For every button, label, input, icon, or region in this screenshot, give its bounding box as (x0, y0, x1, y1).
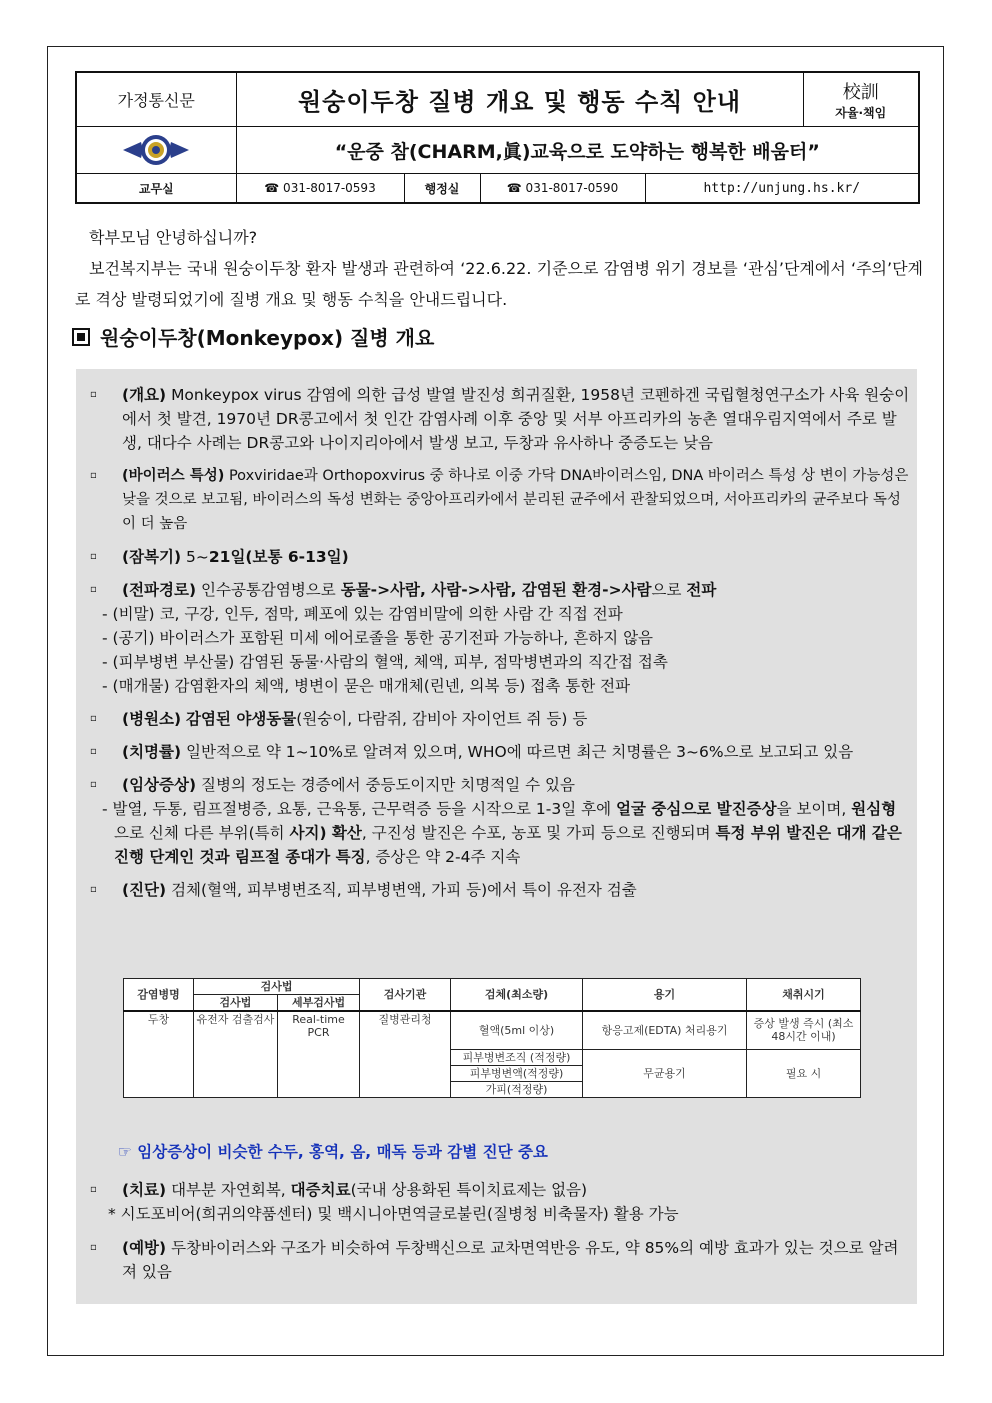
cell-container: 무균용기 (583, 1049, 747, 1097)
bullet-icon: ▫ (90, 551, 97, 562)
section-title-text: 원숭이두창(Monkeypox) 질병 개요 (100, 326, 435, 350)
differential-diagnosis-tip: ☞ 임상증상이 비슷한 수두, 홍역, 옴, 매독 등과 감별 진단 중요 (118, 1143, 548, 1161)
cell-specimen: 피부병변조직 (적정량) (451, 1049, 583, 1065)
item-text: Monkeypox virus 감염에 의한 급성 발열 발진성 희귀질환, 1958년 코펜하겐 국립혈청연구소가 사육 원숭이에서 첫 발견, 1970년 DR콩고에서 첫 인간 감염사례 이후 중앙 및 서부 아프리카의 농촌 열대우림지역에서 주로 발생, 대다수 사례는 DR콩고와 나이지리아에서 발생 보고, 두창과 유사하나 중증도는 낮음 (122, 386, 910, 452)
item-label: (전파경로) (122, 581, 197, 599)
cell-timing: 증상 발생 즉시 (최소 48시간 이내) (747, 1011, 861, 1049)
item-text-bold: 전파 (686, 581, 717, 599)
item-text: 인수공통감염병으로 (201, 581, 336, 599)
item-text: 일반적으로 약 1~10%로 알려져 있으며, WHO에 따르면 최근 치명률은 3~6%으로 보고되고 있음 (186, 743, 854, 761)
cell-agency: 질병관리청 (360, 1011, 451, 1097)
sub-text-bold: 얼굴 중심으로 발진증상 (616, 800, 777, 818)
bullet-icon: ▫ (90, 1242, 97, 1253)
office1-phone: ☎ 031-8017-0593 (236, 174, 404, 204)
th-detail: 세부검사법 (278, 995, 360, 1012)
section-title (72, 322, 434, 351)
cell-specimen: 가피(적정량) (451, 1081, 583, 1097)
sub-item: - (공기) 바이러스가 포함된 미세 에어로졸을 통한 공기전파 가능하나, 흔하지 않음 (102, 629, 654, 647)
item-text-bold: 동물->사람, 사람->사람, 감염된 환경->사람 (340, 581, 652, 599)
sub-item: - (매개물) 감염환자의 체액, 병변이 묻은 매개체(린넨, 의복 등) 접촉 통한 전파 (102, 677, 631, 695)
item-symptoms (88, 773, 910, 869)
th-agency: 검사기관 (360, 979, 451, 1012)
motto-heading: 校訓 (842, 82, 879, 103)
sub-text-bold: 특정 부위 발진은 대개 같은 진행 단계인 것과 림프절 종대가 특징 (114, 824, 902, 866)
bullet-icon: ▫ (90, 884, 97, 895)
bullet-icon: ▫ (90, 746, 97, 757)
item-label: (병원소) (122, 710, 182, 728)
school-url[interactable]: http://unjung.hs.kr/ (645, 174, 919, 204)
cell-disease: 두창 (124, 1011, 194, 1097)
page-title: 원숭이두창 질병 개요 및 행동 수칙 안내 (236, 72, 803, 127)
sub-item (88, 797, 910, 869)
item-text: 으로 (651, 581, 682, 599)
item-virus (88, 464, 910, 536)
cell-specimen: 혈액(5ml 이상) (451, 1011, 583, 1049)
bullet-icon: ▫ (90, 470, 97, 481)
th-container: 용기 (583, 979, 747, 1012)
bullet-icon: ▫ (90, 389, 97, 400)
intro-paragraph: 보건복지부는 국내 원숭이두창 환자 발생과 관련하여 ‘22.6.22. 기준으로 감염병 위기 경보를 ‘관심’단계에서 ‘주의’단계로 격상 발령되었기에 질병 개요 및 행동 수칙을 안내드립니다. (75, 259, 923, 309)
sub-text: , 구진성 발진은 수포, 농포 및 가피 등으로 진행되며 (361, 824, 711, 842)
item-label: (개요) (122, 386, 167, 404)
sub-text-bold: 원심형 (851, 800, 897, 818)
doc-type: 가정통신문 (76, 72, 236, 127)
motto-sub: 자율·책임 (835, 106, 887, 120)
th-method: 검사법 (194, 995, 278, 1012)
item-reservoir (88, 707, 910, 731)
square-bullet-icon (72, 328, 90, 346)
overview-list (88, 383, 910, 911)
sub-text: , 증상은 약 2-4주 지속 (365, 848, 521, 866)
item-text-bold: 감염된 야생동물 (186, 710, 297, 728)
bullet-icon: ▫ (90, 584, 97, 595)
bullet-icon: ▫ (90, 713, 97, 724)
intro (75, 222, 923, 315)
bullet-icon: ▫ (90, 779, 97, 790)
th-specimen: 검체(최소량) (451, 979, 583, 1012)
cell-container: 항응고제(EDTA) 처리용기 (583, 1011, 747, 1049)
item-text: 검체(혈액, 피부병변조직, 피부병변액, 가피 등)에서 특이 유전자 검출 (171, 881, 637, 899)
item-label: (잠복기) (122, 548, 182, 566)
item-text: 두창바이러스와 구조가 비슷하여 두창백신으로 교차면역반응 유도, 약 85%의 예방 효과가 있는 것으로 알려져 있음 (122, 1239, 899, 1281)
item-label: (치료) (122, 1181, 167, 1199)
school-motto (803, 72, 919, 127)
item-diagnosis (88, 878, 910, 902)
office2-label: 행정실 (404, 174, 480, 204)
item-fatality (88, 740, 910, 764)
item-text: (원숭이, 다람쥐, 감비아 자이언트 쥐 등) 등 (296, 710, 588, 728)
item-label: (진단) (122, 881, 167, 899)
cell-method: 유전자 검출검사 (194, 1011, 278, 1097)
th-timing: 채취시기 (747, 979, 861, 1012)
letterhead (75, 71, 920, 204)
cell-specimen: 피부병변액(적정량) (451, 1065, 583, 1081)
item-transmission (88, 578, 910, 698)
th-method-group: 검사법 (194, 979, 360, 995)
item-text: (국내 상용화된 특이치료제는 없음) (350, 1181, 588, 1199)
item-label: (치명률) (122, 743, 182, 761)
item-text-bold: 21일(보통 6-13일) (208, 548, 349, 566)
item-text: 대부분 자연회복, (171, 1181, 286, 1199)
bullet-icon: ▫ (90, 1184, 97, 1195)
item-text: Poxviridae과 Orthopoxvirus 중 하나로 이중 가닥 DNA바이러스임, DNA 바이러스 특성 상 변이 가능성은 낮을 것으로 보고됨, 바이러스의 독성 변화는 중앙아프리카에서 분리된 균주에서 관찰되었으며, 서아프리카의 균주보다 독성이 더 높음 (122, 468, 909, 532)
item-label: (바이러스 특성) (122, 468, 225, 484)
item-treatment (88, 1178, 910, 1226)
office1-label: 교무실 (76, 174, 236, 204)
sub-text: 으로 신체 다른 부위(특히 (114, 824, 285, 842)
th-disease: 감염병명 (124, 979, 194, 1012)
school-emblem-icon (121, 132, 191, 168)
sub-text-bold: 사지) 확산 (289, 824, 362, 842)
item-overview (88, 383, 910, 455)
item-text: 질병의 정도는 경증에서 중등도이지만 치명적일 수 있음 (201, 776, 575, 794)
item-label: (임상증상) (122, 776, 197, 794)
sub-text: - 발열, 두통, 림프절병증, 요통, 근육통, 근무력증 등을 시작으로 1-3일 후에 (102, 800, 612, 818)
item-text: 5~ (186, 548, 209, 566)
emblem-cell (76, 127, 236, 174)
office2-phone: ☎ 031-8017-0590 (480, 174, 645, 204)
item-incubation (88, 545, 910, 569)
item-prevention (88, 1236, 910, 1284)
greeting: 학부모님 안녕하십니까? (89, 228, 258, 247)
overview-list-continued (88, 1178, 910, 1293)
school-slogan: “운중 참(CHARM,眞)교육으로 도약하는 행복한 배움터” (236, 127, 919, 174)
sub-item: - (비말) 코, 구강, 인두, 점막, 폐포에 있는 감염비말에 의한 사람 간 직접 전파 (102, 605, 623, 623)
treatment-note: * 시도포비어(희귀의약품센터) 및 백시니아면역글로불린(질병청 비축물자) 활용 가능 (108, 1205, 679, 1223)
item-text-bold: 대증치료 (290, 1181, 351, 1199)
sub-item: - (피부병변 부산물) 감염된 동물·사람의 혈액, 체액, 피부, 점막병변과의 직간접 접촉 (102, 653, 668, 671)
item-label: (예방) (122, 1239, 167, 1257)
cell-timing: 필요 시 (747, 1049, 861, 1097)
diagnosis-table (123, 978, 861, 1098)
sub-text: 을 보이며, (776, 800, 847, 818)
cell-detail: Real-time PCR (278, 1011, 360, 1097)
